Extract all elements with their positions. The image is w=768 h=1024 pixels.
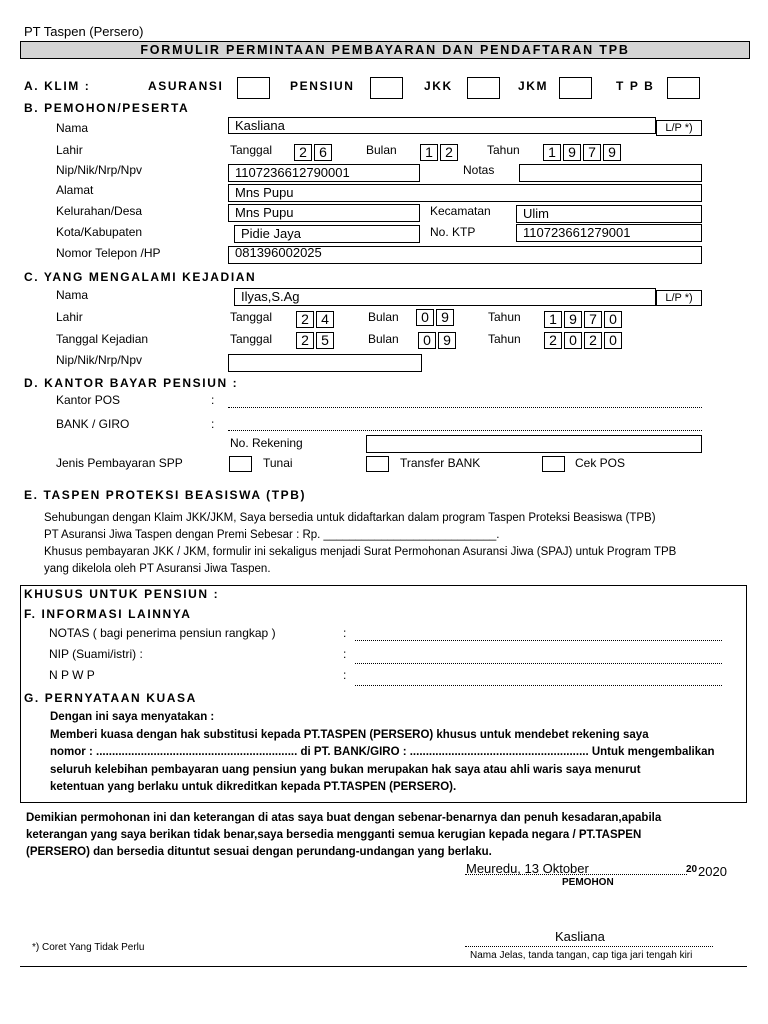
- b-kecamatan-field[interactable]: Ulim: [516, 205, 702, 223]
- digit-box[interactable]: 2: [544, 332, 562, 349]
- digit-box[interactable]: 7: [584, 311, 602, 328]
- f-nip-line[interactable]: [355, 663, 722, 664]
- f-nip-label: NIP (Suami/istri) :: [49, 647, 143, 661]
- b-kelurahan-field[interactable]: Mns Pupu: [228, 204, 420, 222]
- option-asuransi-checkbox[interactable]: [237, 77, 270, 99]
- signature-line[interactable]: [465, 946, 713, 947]
- rekening-label: No. Rekening: [230, 436, 303, 450]
- c-kejadian-bulan-label: Bulan: [368, 332, 399, 346]
- c-nama-field[interactable]: Ilyas,S.Ag: [234, 288, 656, 306]
- transfer-bank-checkbox[interactable]: [366, 456, 389, 472]
- c-nip-label: Nip/Nik/Nrp/Npv: [56, 353, 143, 367]
- c-kejadian-tahun-digits[interactable]: [544, 332, 624, 349]
- option-jkm-checkbox[interactable]: [559, 77, 592, 99]
- bank-giro-label: BANK / GIRO: [56, 417, 130, 431]
- section-b-title: B. PEMOHON/PESERTA: [24, 101, 190, 115]
- kantor-pos-line[interactable]: [228, 407, 702, 408]
- footnote: *) Coret Yang Tidak Perlu: [32, 942, 145, 953]
- kuasa-line: Dengan ini saya menyatakan :: [50, 711, 215, 723]
- kantor-pos-colon: :: [211, 393, 215, 407]
- digit-box[interactable]: 2: [440, 144, 458, 161]
- b-telepon-field[interactable]: 081396002025: [228, 246, 702, 264]
- option-pensiun-label: PENSIUN: [290, 79, 355, 93]
- section-g-title: G. PERNYATAAN KUASA: [24, 691, 197, 705]
- tpb-line: Khusus pembayaran JKK / JKM, formulir ini sekaligus menjadi Surat Permohonan Asuransi Jiwa (SPAJ) untuk Program TPB: [44, 546, 677, 558]
- declaration-line: (PERSERO) dan bersedia dituntut sesuai dengan perundang-undangan yang berlaku.: [26, 846, 492, 858]
- b-tanggal-digits[interactable]: [294, 144, 334, 161]
- digit-box[interactable]: 9: [438, 332, 456, 349]
- f-npwp-label: N P W P: [49, 668, 95, 682]
- signature-caption: Nama Jelas, tanda tangan, cap tiga jari tengah kiri: [470, 950, 693, 961]
- digit-box[interactable]: 2: [296, 311, 314, 328]
- digit-box[interactable]: 4: [316, 311, 334, 328]
- c-lahir-bulan-digits[interactable]: [416, 309, 456, 326]
- b-kota-label: Kota/Kabupaten: [56, 225, 143, 239]
- digit-box[interactable]: 9: [563, 144, 581, 161]
- f-notas-label: NOTAS ( bagi penerima pensiun rangkap ): [49, 626, 276, 640]
- c-kejadian-tahun-label: Tahun: [488, 332, 521, 346]
- declaration-line: Demikian permohonan ini dan keterangan di atas saya buat dengan sebenar-benarnya dan penuh kesadaran,apabila: [26, 812, 662, 824]
- option-tpb-checkbox[interactable]: [667, 77, 700, 99]
- b-ktp-label: No. KTP: [430, 225, 476, 239]
- b-tanggal-label: Tanggal: [230, 143, 273, 157]
- b-notas-label: Notas: [463, 163, 495, 177]
- f-nip-colon: :: [343, 647, 347, 661]
- rekening-field[interactable]: [366, 435, 702, 453]
- tpb-text: [44, 510, 676, 578]
- section-a-title: A. KLIM :: [24, 79, 91, 93]
- c-kejadian-tanggal-digits[interactable]: [296, 332, 336, 349]
- c-kejadian-bulan-digits[interactable]: [418, 332, 458, 349]
- option-tpb-label: T P B: [616, 79, 655, 93]
- b-bulan-label: Bulan: [366, 143, 397, 157]
- option-jkk-checkbox[interactable]: [467, 77, 500, 99]
- digit-box[interactable]: 2: [584, 332, 602, 349]
- cek-pos-checkbox[interactable]: [542, 456, 565, 472]
- section-e-title: E. TASPEN PROTEKSI BEASISWA (TPB): [24, 488, 307, 502]
- tpb-line: PT Asuransi Jiwa Taspen dengan Premi Sebesar : Rp. ___________________________.: [44, 529, 500, 541]
- section-c-title: C. YANG MENGALAMI KEJADIAN: [24, 270, 257, 284]
- tunai-label: Tunai: [263, 456, 293, 470]
- digit-box[interactable]: 9: [564, 311, 582, 328]
- c-tanggal-label: Tanggal: [230, 310, 273, 324]
- digit-box[interactable]: 0: [604, 311, 622, 328]
- f-notas-line[interactable]: [355, 640, 722, 641]
- b-kota-field[interactable]: Pidie Jaya: [234, 225, 420, 243]
- f-npwp-colon: :: [343, 668, 347, 682]
- jenis-pembayaran-label: Jenis Pembayaran SPP: [56, 456, 183, 470]
- tpb-line: Sehubungan dengan Klaim JKK/JKM, Saya bersedia untuk didaftarkan dalam program Taspen Proteksi Beasiswa (TPB): [44, 512, 656, 524]
- transfer-bank-label: Transfer BANK: [400, 456, 481, 470]
- kuasa-line: ketentuan yang berlaku untuk dikreditkan kepada PT.TASPEN (PERSERO).: [50, 781, 457, 793]
- digit-box[interactable]: 7: [583, 144, 601, 161]
- bank-giro-line[interactable]: [228, 430, 702, 431]
- c-lahir-tahun-digits[interactable]: [544, 311, 624, 328]
- digit-box[interactable]: 0: [416, 309, 434, 326]
- kuasa-line: nomor : ............................................................... di PT. BANK/GIRO : ........................................................ Untuk mengembalikan: [50, 746, 715, 758]
- form-title: FORMULIR PERMINTAAN PEMBAYARAN DAN PENDAFTARAN TPB: [140, 43, 630, 57]
- c-lp-field[interactable]: L/P *): [656, 290, 702, 306]
- f-notas-colon: :: [343, 626, 347, 640]
- b-telepon-label: Nomor Telepon /HP: [56, 246, 161, 260]
- title-bar: [20, 41, 750, 59]
- pemohon-label: PEMOHON: [562, 877, 614, 888]
- b-alamat-field[interactable]: Mns Pupu: [228, 184, 702, 202]
- b-kecamatan-label: Kecamatan: [430, 204, 491, 218]
- bottom-rule: [20, 966, 747, 967]
- b-bulan-digits[interactable]: [420, 144, 460, 161]
- c-nama-label: Nama: [56, 288, 89, 302]
- b-alamat-label: Alamat: [56, 183, 94, 197]
- c-tanggal-kejadian-label: Tanggal Kejadian: [56, 332, 149, 346]
- option-pensiun-checkbox[interactable]: [370, 77, 403, 99]
- b-nip-label: Nip/Nik/Nrp/Npv: [56, 163, 143, 177]
- option-jkm-label: JKM: [518, 79, 549, 93]
- digit-box[interactable]: 1: [544, 311, 562, 328]
- year-prefix: 20: [686, 864, 698, 875]
- digit-box[interactable]: 1: [543, 144, 561, 161]
- b-lahir-label: Lahir: [56, 143, 83, 157]
- tpb-line: yang dikelola oleh PT Asuransi Jiwa Taspen.: [44, 563, 271, 575]
- option-asuransi-label: ASURANSI: [148, 79, 224, 93]
- option-jkk-label: JKK: [424, 79, 453, 93]
- f-npwp-line[interactable]: [355, 685, 722, 686]
- b-lp-field[interactable]: L/P *): [656, 120, 702, 136]
- kantor-pos-label: Kantor POS: [56, 393, 121, 407]
- c-kejadian-tanggal-label: Tanggal: [230, 332, 273, 346]
- c-lahir-tanggal-digits[interactable]: [296, 311, 336, 328]
- b-tahun-digits[interactable]: [543, 144, 623, 161]
- b-nip-field[interactable]: 1107236612790001: [228, 164, 420, 182]
- tunai-checkbox[interactable]: [229, 456, 252, 472]
- digit-box[interactable]: 0: [564, 332, 582, 349]
- b-nama-field[interactable]: Kasliana: [228, 117, 656, 134]
- digit-box[interactable]: 9: [436, 309, 454, 326]
- c-tahun-label: Tahun: [488, 310, 521, 324]
- b-ktp-field[interactable]: 110723661279001: [516, 224, 702, 242]
- digit-box[interactable]: 9: [603, 144, 621, 161]
- bank-giro-colon: :: [211, 417, 215, 431]
- digit-box[interactable]: 0: [604, 332, 622, 349]
- digit-box[interactable]: 2: [296, 332, 314, 349]
- b-tahun-label: Tahun: [487, 143, 520, 157]
- c-bulan-label: Bulan: [368, 310, 399, 324]
- b-kelurahan-label: Kelurahan/Desa: [56, 204, 143, 218]
- digit-box[interactable]: 0: [418, 332, 436, 349]
- digit-box[interactable]: 5: [316, 332, 334, 349]
- cek-pos-label: Cek POS: [575, 456, 626, 470]
- company-name: PT Taspen (Persero): [24, 24, 144, 39]
- digit-box[interactable]: 6: [314, 144, 332, 161]
- section-f-title: F. INFORMASI LAINNYA: [24, 607, 192, 621]
- year-value: 2020: [698, 864, 727, 879]
- c-lahir-label: Lahir: [56, 310, 83, 324]
- signatory-name: Kasliana: [555, 929, 605, 944]
- khusus-title: KHUSUS UNTUK PENSIUN :: [24, 587, 220, 601]
- section-d-title: D. KANTOR BAYAR PENSIUN :: [24, 376, 239, 390]
- kuasa-line: Memberi kuasa dengan hak substitusi kepada PT.TASPEN (PERSERO) khusus untuk mendebet rekening saya: [50, 728, 649, 741]
- declaration-text: [26, 810, 661, 861]
- kuasa-line: seluruh kelebihan pembayaran uang pensiun yang bukan merupakan hak saya atau ahli waris saya menurut: [50, 763, 641, 776]
- kuasa-text: [50, 709, 715, 797]
- c-nip-field[interactable]: [228, 354, 422, 372]
- b-nama-label: Nama: [56, 121, 89, 135]
- declaration-line: keterangan yang saya berikan tidak benar,saya bersedia mengganti semua kerugian kepada negara / PT.TASPEN: [26, 829, 642, 841]
- digit-box[interactable]: 1: [420, 144, 438, 161]
- digit-box[interactable]: 2: [294, 144, 312, 161]
- place-date: Meuredu, 13 Oktober: [466, 861, 589, 876]
- b-notas-field[interactable]: [519, 164, 702, 182]
